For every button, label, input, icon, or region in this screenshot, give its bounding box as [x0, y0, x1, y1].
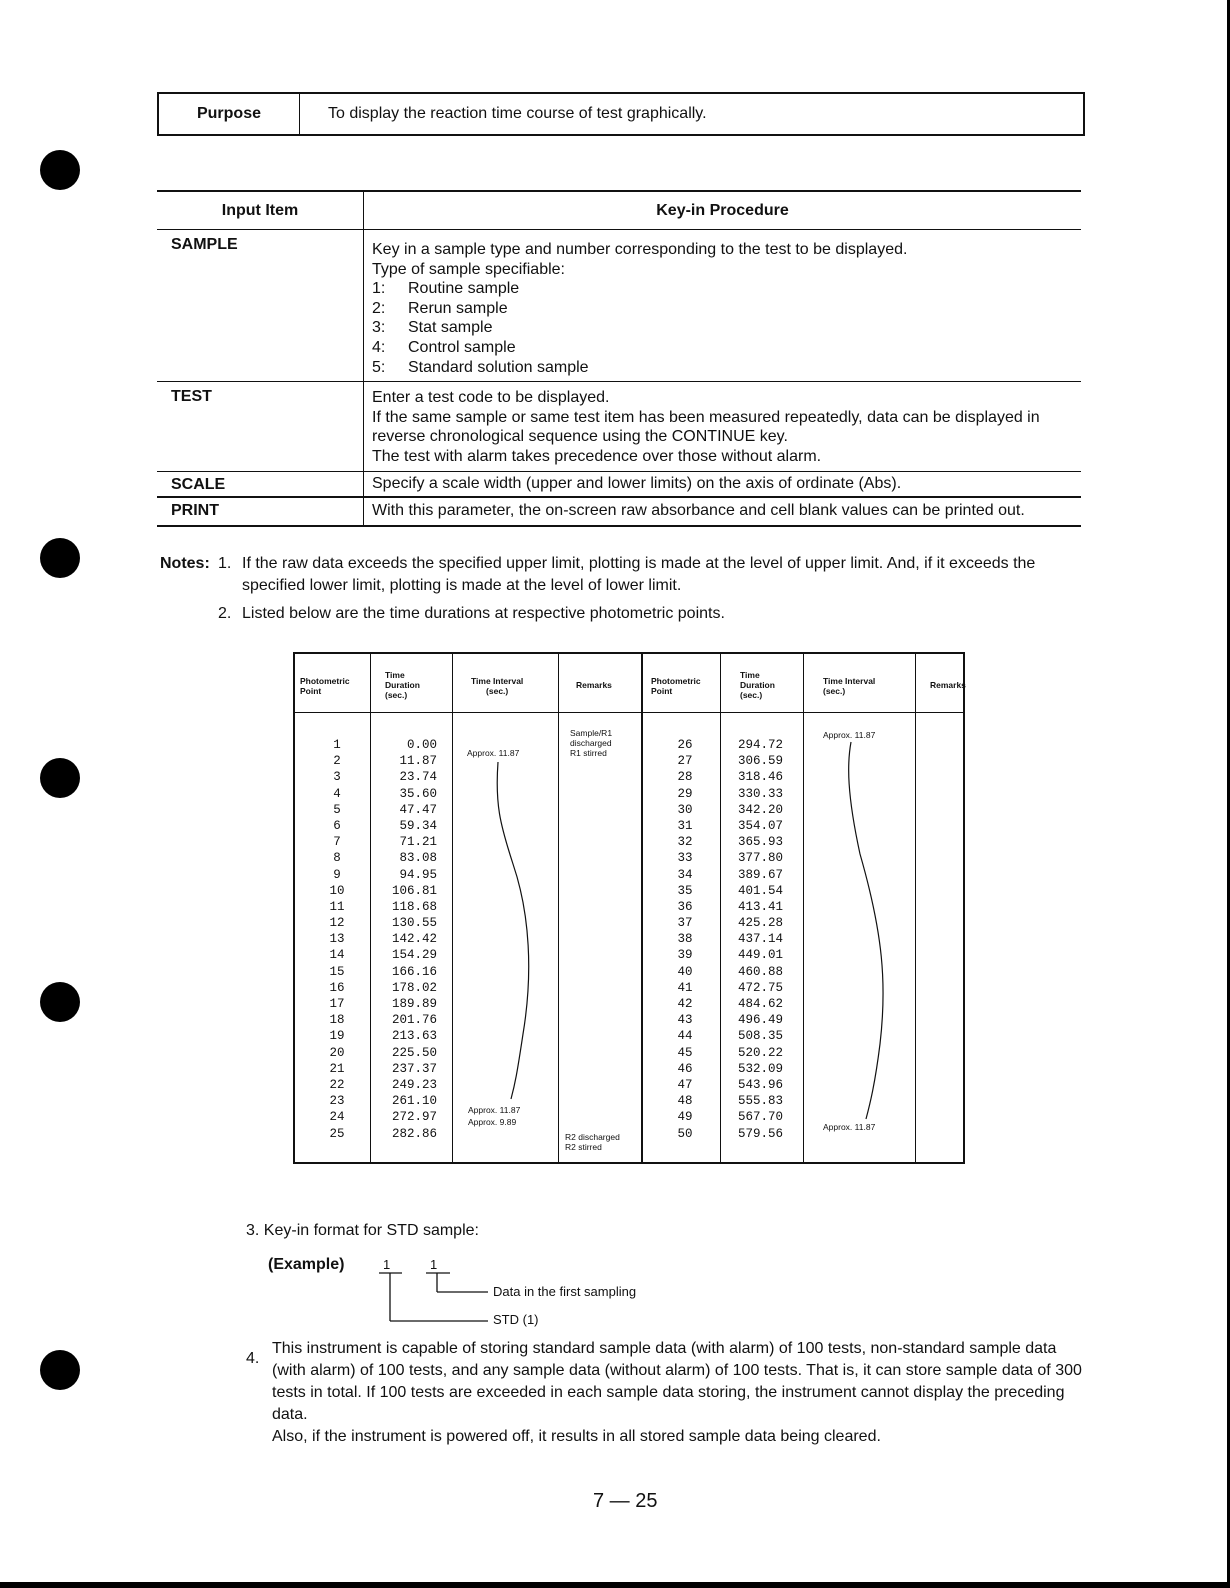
- table-cell: 201.76: [391, 1013, 437, 1028]
- header-time-interval: Time Interval (sec.): [471, 676, 524, 696]
- purpose-label: Purpose: [159, 94, 300, 134]
- table-cell: 27: [677, 754, 693, 769]
- table-cell: 0.00: [406, 738, 437, 752]
- table-cell: 294.72: [737, 738, 783, 752]
- table-cell: 354.07: [737, 818, 783, 833]
- binder-hole: [40, 150, 80, 190]
- table-cell: 282.86: [391, 1126, 437, 1141]
- header-photometric-point: Photometric Point: [300, 676, 350, 696]
- table-cell: 496.49: [737, 1013, 783, 1028]
- example-digit: 1: [383, 1257, 391, 1272]
- header-time-duration: Time Duration (sec.): [740, 670, 775, 700]
- table-cell: 189.89: [391, 997, 437, 1011]
- table-cell: 425.28: [737, 916, 783, 931]
- example-annotation: STD (1): [493, 1312, 539, 1327]
- table-cell: 21: [329, 1061, 345, 1076]
- sample-option: 4: Control sample: [372, 338, 516, 356]
- table-cell: 83.08: [399, 851, 437, 866]
- table-cell: 26: [677, 738, 693, 752]
- table-cell: 272.97: [391, 1110, 437, 1125]
- table-cell: 437.14: [737, 932, 783, 947]
- table-cell: 449.01: [737, 948, 783, 963]
- table-cell: 28: [677, 770, 693, 785]
- binder-hole: [40, 982, 80, 1022]
- table-cell: 71.21: [399, 835, 437, 850]
- item-procedure: [363, 230, 1081, 381]
- table-cell: 178.02: [391, 980, 437, 995]
- table-row-print: [157, 496, 1081, 525]
- note-text: Listed below are the time durations at respective photometric points.: [242, 605, 725, 622]
- table-cell: 118.68: [391, 899, 437, 914]
- header-input-item: Input Item: [221, 201, 299, 219]
- page-number: 7 — 25: [593, 1490, 658, 1512]
- table-cell: 24: [329, 1110, 345, 1125]
- example-digit: 1: [430, 1257, 438, 1272]
- example-annotation: Data in the first sampling: [493, 1284, 637, 1299]
- note-number: 4.: [246, 1350, 260, 1367]
- table-cell: 14: [329, 948, 345, 963]
- interval-note: Approx. 11.87: [467, 748, 520, 758]
- procedure-line: Type of sample specifiable:: [372, 260, 565, 278]
- table-cell: 3: [333, 770, 341, 785]
- table-row-scale: [157, 471, 1081, 497]
- table-cell: 261.10: [391, 1094, 437, 1109]
- table-cell: 15: [329, 964, 345, 979]
- table-cell: 45: [677, 1045, 693, 1060]
- table-cell: 306.59: [737, 754, 783, 769]
- table-cell: 40: [677, 964, 693, 979]
- item-name: SAMPLE: [171, 236, 238, 253]
- binder-hole: [40, 758, 80, 798]
- table-cell: 37: [677, 916, 693, 931]
- table-cell: 38: [677, 932, 693, 947]
- example-diagram-lines: [370, 1270, 500, 1330]
- note-text: 3. Key-in format for STD sample:: [246, 1222, 479, 1239]
- header-photometric-point: Photometric Point: [651, 676, 701, 696]
- header-time-duration: Time Duration (sec.): [385, 670, 420, 700]
- table-header-row: [157, 192, 1081, 230]
- table-cell: 318.46: [737, 770, 783, 785]
- binder-hole: [40, 538, 80, 578]
- table-cell: 31: [677, 818, 693, 833]
- table-cell: 11.87: [399, 754, 437, 769]
- notes-label: Notes:: [160, 555, 210, 572]
- item-name: PRINT: [171, 502, 219, 520]
- table-cell: 484.62: [737, 997, 783, 1011]
- table-cell: 33: [677, 851, 693, 866]
- table-cell: 365.93: [737, 835, 783, 850]
- table-cell: 29: [677, 786, 693, 801]
- table-cell: 342.20: [737, 802, 783, 817]
- table-cell: 30: [677, 802, 693, 817]
- table-cell: 32: [677, 835, 693, 850]
- table-cell: 46: [677, 1061, 693, 1076]
- procedure-line: If the same sample or same test item has been measured repeatedly, data can be displayed in reverse chronological sequence using the CONTINUE key.: [372, 408, 1040, 446]
- table-cell: 35: [677, 883, 693, 898]
- table-cell: 508.35: [737, 1029, 783, 1044]
- table-cell: 49: [677, 1110, 693, 1125]
- table-row-test: [157, 381, 1081, 470]
- table-cell: 237.37: [391, 1061, 437, 1076]
- table-cell: 154.29: [391, 948, 437, 963]
- table-row-sample: [157, 230, 1081, 381]
- table-cell: 579.56: [737, 1126, 783, 1141]
- table-cell: 11: [329, 899, 345, 914]
- table-cell: 166.16: [391, 964, 437, 979]
- table-cell: 42: [677, 997, 693, 1011]
- example-label: (Example): [268, 1256, 345, 1273]
- table-cell: 59.34: [399, 818, 437, 833]
- table-cell: 19: [329, 1029, 345, 1044]
- table-cell: 23.74: [399, 770, 437, 785]
- table-cell: 6: [333, 818, 341, 833]
- item-procedure: With this parameter, the on-screen raw absorbance and cell blank values can be printed out.: [363, 498, 1081, 525]
- header-time-interval: Time Interval (sec.): [823, 676, 876, 696]
- table-cell: 9: [333, 867, 341, 882]
- table-cell: 520.22: [737, 1045, 783, 1060]
- table-cell: 413.41: [737, 899, 783, 914]
- item-procedure: [363, 382, 1081, 470]
- table-cell: 47.47: [399, 802, 437, 817]
- table-cell: 567.70: [737, 1110, 783, 1125]
- table-cell: 389.67: [737, 867, 783, 882]
- header-remarks: Remarks: [576, 680, 612, 690]
- note-number: 1.: [218, 555, 232, 572]
- note-text: This instrument is capable of storing standard sample data (with alarm) of 100 tests, non-standard sample data (with alarm) of 100 tests, and any sample data (without alarm) of 100 tests. That is, it can store sample data of 300 tests in total. If 100 tests are exceeded in each sample data storing, the instrument cannot display the preceding data. Also, if the instrument is powered off, it results in all stored sample data being cleared.: [272, 1340, 1082, 1445]
- table-cell: 249.23: [391, 1077, 437, 1092]
- table-cell: 23: [329, 1094, 345, 1109]
- interval-brace-lines: [295, 654, 963, 1162]
- table-cell: 94.95: [399, 867, 437, 882]
- header-remarks: Remarks: [930, 680, 966, 690]
- table-cell: 17: [329, 997, 345, 1011]
- binder-hole: [40, 1350, 80, 1390]
- table-cell: 7: [333, 835, 341, 850]
- table-cell: 555.83: [737, 1094, 783, 1109]
- table-cell: 47: [677, 1077, 693, 1092]
- table-cell: 377.80: [737, 851, 783, 866]
- table-cell: 12: [329, 916, 345, 931]
- table-cell: 106.81: [391, 883, 437, 898]
- table-cell: 35.60: [399, 786, 437, 801]
- interval-note: Approx. 11.87: [823, 1122, 876, 1132]
- interval-note: Approx. 11.87: [823, 730, 876, 740]
- table-cell: 48: [677, 1094, 693, 1109]
- sample-option: 3: Stat sample: [372, 319, 493, 337]
- interval-note: Approx. 9.89: [468, 1117, 517, 1127]
- procedure-line: The test with alarm takes precedence over those without alarm.: [372, 447, 822, 465]
- table-cell: 1: [333, 738, 341, 752]
- header-key-in-procedure: Key-in Procedure: [363, 192, 1081, 229]
- table-cell: 401.54: [737, 883, 783, 898]
- table-cell: 13: [329, 932, 345, 947]
- table-cell: 8: [333, 851, 341, 866]
- table-cell: 213.63: [391, 1029, 437, 1044]
- table-cell: 16: [329, 980, 345, 995]
- note-number: 2.: [218, 605, 232, 622]
- photometric-points-table: [293, 652, 965, 1164]
- table-cell: 18: [329, 1013, 345, 1028]
- table-cell: 10: [329, 883, 345, 898]
- procedure-line: Enter a test code to be displayed.: [372, 389, 610, 407]
- input-item-table: [157, 190, 1081, 527]
- item-name: TEST: [171, 388, 212, 406]
- table-cell: 50: [677, 1126, 693, 1141]
- table-cell: 41: [677, 980, 693, 995]
- table-cell: 39: [677, 948, 693, 963]
- purpose-text: To display the reaction time course of test graphically.: [328, 105, 707, 122]
- interval-note: Approx. 11.87: [468, 1105, 521, 1115]
- procedure-line: Key in a sample type and number corresponding to the test to be displayed.: [372, 241, 908, 258]
- table-cell: 142.42: [391, 932, 437, 947]
- table-cell: 44: [677, 1029, 693, 1044]
- table-cell: 36: [677, 899, 693, 914]
- table-cell: 130.55: [391, 916, 437, 931]
- remark-note: Sample/R1 discharged R1 stirred: [570, 728, 613, 758]
- item-name: SCALE: [171, 475, 226, 493]
- note-text: If the raw data exceeds the specified upper limit, plotting is made at the level of upper limit. And, if it exceeds the specified lower limit, plotting is made at the level of lower limit.: [242, 555, 1036, 594]
- table-cell: 43: [677, 1013, 693, 1028]
- table-cell: 2: [333, 754, 341, 769]
- table-cell: 543.96: [737, 1077, 783, 1092]
- sample-option: 1: Routine sample: [372, 280, 520, 298]
- table-cell: 34: [677, 867, 693, 882]
- table-cell: 532.09: [737, 1061, 783, 1076]
- remark-note: R2 discharged R2 stirred: [565, 1132, 620, 1152]
- sample-option: 5: Standard solution sample: [372, 358, 589, 376]
- table-cell: 4: [333, 786, 341, 801]
- table-cell: 460.88: [737, 964, 783, 979]
- item-procedure: Specify a scale width (upper and lower limits) on the axis of ordinate (Abs).: [363, 472, 1081, 497]
- table-cell: 225.50: [391, 1045, 437, 1060]
- table-cell: 472.75: [737, 980, 783, 995]
- table-cell: 330.33: [737, 786, 783, 801]
- table-cell: 22: [329, 1077, 345, 1092]
- table-cell: 25: [329, 1126, 345, 1141]
- sample-option: 2: Rerun sample: [372, 299, 508, 317]
- page-edge: [0, 1582, 1230, 1588]
- purpose-box: [157, 92, 1085, 136]
- table-cell: 20: [329, 1045, 345, 1060]
- table-cell: 5: [333, 802, 341, 817]
